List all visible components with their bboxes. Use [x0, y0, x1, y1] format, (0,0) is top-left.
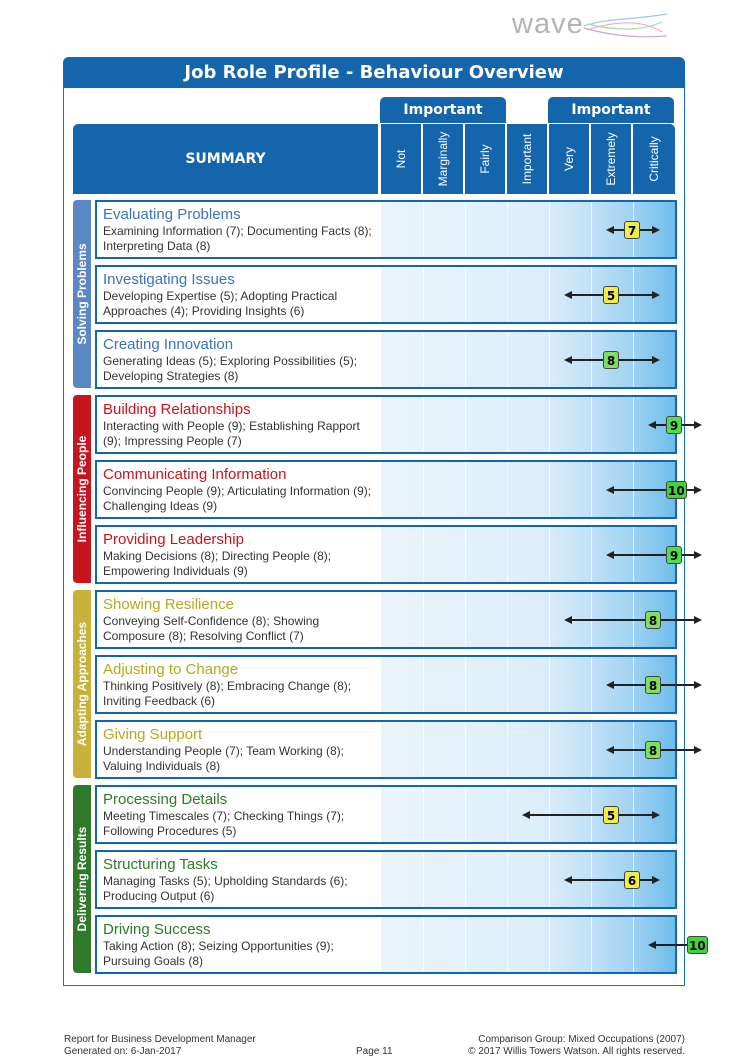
- score-badge: 8: [645, 741, 661, 759]
- behaviour-row: [95, 720, 677, 779]
- column-header: [632, 124, 675, 194]
- range-line: [570, 619, 696, 621]
- footer-page: Page 11: [356, 1046, 393, 1057]
- column-header: [464, 124, 505, 194]
- scale-separator: [465, 397, 466, 452]
- scale-separator: [549, 657, 550, 712]
- column-header: [422, 124, 463, 194]
- behaviour-title: Showing Resilience: [103, 596, 234, 613]
- footer-generated: Generated on: 6-Jan-2017: [64, 1046, 182, 1057]
- behaviour-row: [95, 330, 677, 389]
- row-text: [103, 400, 379, 449]
- behaviour-description: Making Decisions (8); Directing People (8); Empowering Individuals (9): [103, 549, 332, 578]
- footer-right: [468, 1034, 685, 1058]
- scale-separator: [465, 657, 466, 712]
- scale-separator: [465, 917, 466, 972]
- row-text: [103, 595, 379, 644]
- category-tab-delivering-results: [73, 785, 91, 973]
- scale-separator: [465, 462, 466, 517]
- behaviour-title: Processing Details: [103, 791, 228, 808]
- behaviour-description: Developing Expertise (5); Adopting Practical Approaches (4); Providing Insights (6): [103, 289, 338, 318]
- score-badge: 9: [666, 416, 682, 434]
- arrow-right-icon: [694, 551, 702, 559]
- column-label: Extremely: [604, 132, 618, 186]
- arrow-right-icon: [652, 226, 660, 234]
- scale-separator: [423, 657, 424, 712]
- column-header: [380, 124, 421, 194]
- category-label: Adapting Approaches: [75, 621, 89, 747]
- scale-separator: [423, 917, 424, 972]
- arrow-left-icon: [564, 876, 572, 884]
- footer-left: [64, 1034, 256, 1058]
- behaviour-row: [95, 460, 685, 519]
- scale-separator: [423, 332, 424, 387]
- behaviour-title: Driving Success: [103, 921, 211, 938]
- scale-separator: [507, 722, 508, 777]
- score-badge: 10: [666, 481, 687, 499]
- arrow-right-icon: [694, 616, 702, 624]
- scale-separator: [549, 462, 550, 517]
- arrow-left-icon: [606, 226, 614, 234]
- scale-separator: [423, 527, 424, 582]
- scale-separator: [507, 852, 508, 907]
- behaviour-row: [95, 850, 677, 909]
- behaviour-row: [95, 655, 677, 714]
- score-badge: 10: [687, 936, 708, 954]
- score-badge: 9: [666, 546, 682, 564]
- arrow-left-icon: [648, 421, 656, 429]
- scale-separator: [507, 527, 508, 582]
- scale-separator: [423, 267, 424, 322]
- arrow-left-icon: [606, 551, 614, 559]
- arrow-right-icon: [694, 421, 702, 429]
- arrow-left-icon: [606, 746, 614, 754]
- arrow-right-icon: [694, 746, 702, 754]
- scale-separator: [507, 787, 508, 842]
- arrow-left-icon: [564, 291, 572, 299]
- row-text: [103, 920, 379, 969]
- arrow-right-icon: [652, 811, 660, 819]
- behaviour-row: [95, 265, 677, 324]
- behaviour-description: Conveying Self-Confidence (8); Showing Composure (8); Resolving Conflict (7): [103, 614, 320, 643]
- summary-header: SUMMARY: [73, 124, 378, 194]
- arrow-right-icon: [652, 356, 660, 364]
- behaviour-title: Adjusting to Change: [103, 661, 239, 678]
- profile-frame: [63, 57, 685, 986]
- importance-scale: [381, 267, 675, 322]
- important-header-right: Important: [548, 97, 674, 123]
- behaviour-description: Taking Action (8); Seizing Opportunities (9); Pursuing Goals (8): [103, 939, 334, 968]
- scale-separator: [549, 852, 550, 907]
- scale-separator: [423, 722, 424, 777]
- scale-separator: [633, 917, 634, 972]
- importance-scale: [381, 202, 675, 257]
- arrow-left-icon: [564, 356, 572, 364]
- scale-separator: [549, 722, 550, 777]
- scale-separator: [465, 527, 466, 582]
- arrow-left-icon: [606, 486, 614, 494]
- column-label: Important: [520, 133, 534, 185]
- scale-separator: [423, 852, 424, 907]
- row-text: [103, 270, 379, 319]
- behaviour-row: [95, 200, 677, 259]
- column-header: [548, 124, 589, 194]
- score-badge: 7: [624, 221, 640, 239]
- behaviour-title: Giving Support: [103, 726, 203, 743]
- category-tab-solving-problems: [73, 200, 91, 388]
- behaviour-row: [95, 525, 677, 584]
- category-label: Solving Problems: [75, 243, 89, 345]
- score-badge: 5: [603, 286, 619, 304]
- behaviour-row: [95, 590, 677, 649]
- scale-separator: [591, 527, 592, 582]
- scale-separator: [423, 592, 424, 647]
- column-label: Very: [562, 146, 576, 172]
- behaviour-description: Understanding People (7); Team Working (8); Valuing Individuals (8): [103, 744, 345, 773]
- scale-separator: [549, 267, 550, 322]
- scale-separator: [633, 397, 634, 452]
- footer-copyright: © 2017 Willis Towers Watson. All rights reserved.: [468, 1046, 685, 1057]
- logo-text: wave: [512, 8, 584, 40]
- score-badge: 8: [645, 676, 661, 694]
- logo-swoosh-icon: [512, 8, 672, 42]
- scale-separator: [591, 657, 592, 712]
- scale-separator: [507, 397, 508, 452]
- scale-separator: [465, 332, 466, 387]
- wave-logo: [512, 8, 672, 42]
- column-header: [590, 124, 631, 194]
- behaviour-title: Structuring Tasks: [103, 856, 218, 873]
- behaviour-row: [95, 785, 677, 844]
- arrow-right-icon: [652, 876, 660, 884]
- scale-separator: [465, 202, 466, 257]
- importance-scale: [381, 592, 675, 647]
- arrow-left-icon: [522, 811, 530, 819]
- scale-separator: [507, 592, 508, 647]
- scale-separator: [549, 592, 550, 647]
- row-text: [103, 725, 379, 774]
- footer-comparison: Comparison Group: Mixed Occupations (2007): [478, 1034, 685, 1045]
- column-header: [506, 124, 547, 194]
- behaviour-row: [95, 915, 706, 974]
- scale-separator: [507, 462, 508, 517]
- behaviour-description: Interacting with People (9); Establishing Rapport (9); Impressing People (7): [103, 419, 360, 448]
- arrow-right-icon: [652, 291, 660, 299]
- importance-scale: [381, 527, 679, 582]
- scale-separator: [423, 462, 424, 517]
- scale-separator: [591, 917, 592, 972]
- importance-scale: [381, 657, 675, 712]
- importance-scale: [381, 787, 675, 842]
- important-header-left: Important: [380, 97, 506, 123]
- importance-scale: [381, 917, 706, 972]
- behaviour-title: Communicating Information: [103, 466, 287, 483]
- scale-separator: [591, 397, 592, 452]
- arrow-right-icon: [694, 681, 702, 689]
- scale-separator: [507, 332, 508, 387]
- arrow-left-icon: [564, 616, 572, 624]
- row-text: [103, 530, 379, 579]
- row-text: [103, 855, 379, 904]
- behaviour-description: Managing Tasks (5); Upholding Standards (6); Producing Output (6): [103, 874, 348, 903]
- scale-separator: [507, 202, 508, 257]
- scale-separator: [507, 267, 508, 322]
- scale-separator: [507, 657, 508, 712]
- behaviour-description: Meeting Timescales (7); Checking Things (7); Following Procedures (5): [103, 809, 345, 838]
- column-label: Critically: [647, 136, 661, 182]
- scale-separator: [549, 202, 550, 257]
- scale-separator: [465, 852, 466, 907]
- scale-separator: [465, 592, 466, 647]
- row-text: [103, 335, 379, 384]
- importance-scale: [381, 852, 675, 907]
- category-label: Delivering Results: [75, 826, 89, 932]
- importance-scale: [381, 397, 679, 452]
- range-line: [528, 814, 654, 816]
- arrow-left-icon: [648, 941, 656, 949]
- scale-separator: [549, 397, 550, 452]
- row-text: [103, 465, 379, 514]
- behaviour-description: Thinking Positively (8); Embracing Change (8); Inviting Feedback (6): [103, 679, 352, 708]
- column-label: Marginally: [436, 131, 450, 187]
- scale-separator: [507, 917, 508, 972]
- range-line: [612, 554, 696, 556]
- row-text: [103, 790, 379, 839]
- behaviour-title: Providing Leadership: [103, 531, 244, 548]
- importance-scale: [381, 462, 685, 517]
- column-label: Not: [394, 149, 408, 169]
- score-badge: 5: [603, 806, 619, 824]
- importance-scale: [381, 722, 675, 777]
- behaviour-row: [95, 395, 677, 454]
- behaviour-title: Evaluating Problems: [103, 206, 241, 223]
- scale-separator: [423, 397, 424, 452]
- behaviour-title: Investigating Issues: [103, 271, 235, 288]
- behaviour-description: Generating Ideas (5); Exploring Possibilities (5); Developing Strategies (8): [103, 354, 358, 383]
- arrow-right-icon: [694, 486, 702, 494]
- importance-scale: [381, 332, 675, 387]
- scale-separator: [591, 722, 592, 777]
- category-tab-influencing-people: [73, 395, 91, 583]
- scale-separator: [465, 787, 466, 842]
- page-title: Job Role Profile - Behaviour Overview: [63, 57, 685, 88]
- scale-separator: [591, 462, 592, 517]
- footer-report: Report for Business Development Manager: [64, 1034, 256, 1045]
- category-tab-adapting-approaches: [73, 590, 91, 778]
- behaviour-title: Creating Innovation: [103, 336, 234, 353]
- behaviour-title: Building Relationships: [103, 401, 251, 418]
- score-badge: 6: [624, 871, 640, 889]
- row-text: [103, 205, 379, 254]
- scale-separator: [549, 917, 550, 972]
- scale-separator: [465, 267, 466, 322]
- scale-separator: [549, 332, 550, 387]
- row-text: [103, 660, 379, 709]
- range-line: [570, 879, 654, 881]
- scale-separator: [549, 527, 550, 582]
- scale-separator: [423, 787, 424, 842]
- scale-separator: [591, 202, 592, 257]
- scale-separator: [465, 722, 466, 777]
- category-label: Influencing People: [75, 435, 89, 543]
- behaviour-description: Examining Information (7); Documenting Facts (8); Interpreting Data (8): [103, 224, 372, 253]
- column-label: Fairly: [478, 144, 492, 174]
- arrow-left-icon: [606, 681, 614, 689]
- scale-separator: [423, 202, 424, 257]
- score-badge: 8: [603, 351, 619, 369]
- score-badge: 8: [645, 611, 661, 629]
- behaviour-description: Convincing People (9); Articulating Information (9); Challenging Ideas (9): [103, 484, 372, 513]
